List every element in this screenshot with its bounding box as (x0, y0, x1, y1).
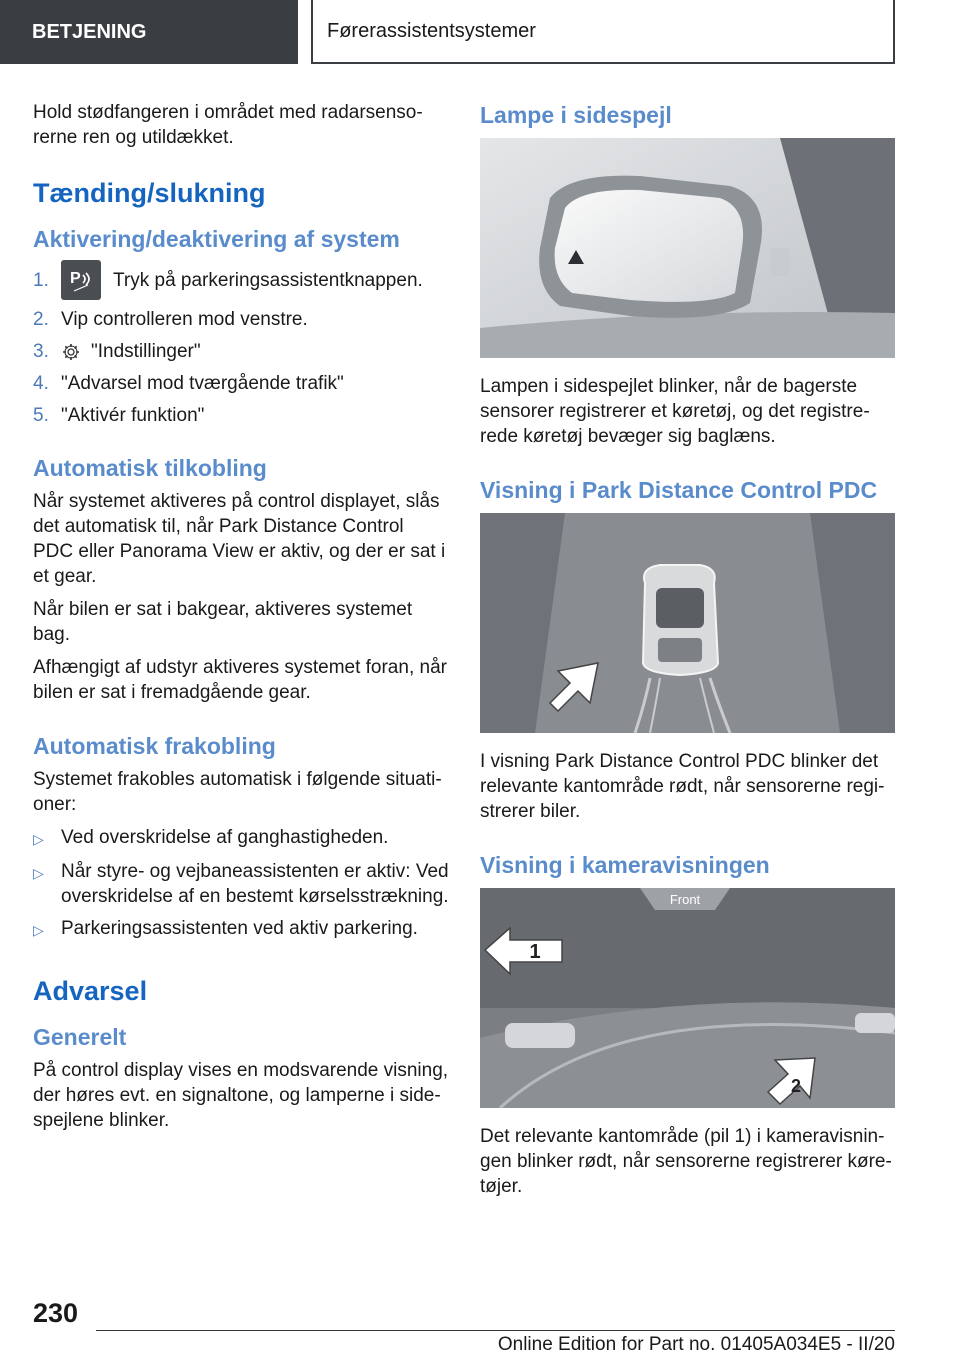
intro-paragraph: Hold stødfangeren i området med radarsensorerne ren og utildækket. (33, 102, 423, 148)
bullet-list (33, 825, 449, 943)
step-item (33, 339, 449, 364)
steps-list (33, 260, 449, 428)
camera-front-label: Front (669, 892, 701, 907)
list-item (33, 859, 449, 909)
triangle-bullet-icon: ▷ (33, 922, 44, 938)
step-text: "Indstillinger" (91, 341, 201, 362)
parking-assistant-button-icon (61, 260, 101, 300)
left-column (33, 100, 449, 1141)
step-text: Tryk på parkeringsassistentknappen. (113, 269, 423, 291)
step-text: "Advarsel mod tværgående trafik" (61, 373, 344, 394)
heading-generelt: Generelt (33, 1024, 127, 1050)
footer-edition: Online Edition for Part no. 01405A034E5 - II/20 (497, 1334, 895, 1355)
footer-divider (96, 1330, 895, 1331)
step-text: "Aktivér funktion" (61, 405, 205, 426)
step-number: 1. (33, 269, 49, 291)
camera-arrow-2-label: 2 (790, 1076, 802, 1096)
step-item (33, 371, 449, 396)
bullet-text: Når styre- og vejbaneassistenten er aktiv: Ved overskridelse af en bestemt kørselsstrækning. (61, 861, 449, 907)
chapter-title: Førerassistentsystemer (327, 19, 536, 42)
lampe-paragraph: Lampen i sidespejlet blinker, når de bagerste sensorer registrerer et køretøj, og det registrerede køretøj bevæger sig baglæns. (480, 376, 870, 447)
mirror-illustration (480, 138, 895, 358)
heading-aktivering: Aktivering/deaktivering af system (33, 226, 400, 252)
heading-pdc: Visning i Park Distance Control PDC (480, 477, 878, 503)
pdc-figure (480, 513, 895, 733)
pdc-paragraph: I visning Park Distance Control PDC blinker det relevante kantområde rødt, når sensorerne registrerer biler. (480, 751, 885, 822)
heading-taending: Tænding/slukning (33, 178, 266, 208)
generelt-paragraph: På control display vises en modsvarende visning, der høres evt. en signaltone, og lamperne i sidespejlene blinker. (33, 1060, 449, 1131)
svg-text:P: P (70, 270, 81, 287)
camera-figure (480, 888, 895, 1108)
section-header (0, 0, 298, 64)
heading-frakobling: Automatisk frakobling (33, 733, 276, 759)
heading-lampe: Lampe i sidespejl (480, 102, 672, 128)
tilkobling-paragraph-3: Afhængigt af udstyr aktiveres systemet foran, når bilen er sat i fremadgående gear. (33, 657, 447, 703)
step-item (33, 307, 449, 332)
step-text: Vip controlleren mod venstre. (61, 309, 308, 330)
heading-advarsel: Advarsel (33, 976, 148, 1006)
chapter-header (311, 0, 895, 64)
bullet-text: Ved overskridelse af ganghastigheden. (61, 827, 389, 848)
step-number: 3. (33, 341, 49, 362)
frakobling-paragraph: Systemet frakobles automatisk i følgende situationer: (33, 769, 442, 815)
heading-kamera: Visning i kameravisningen (480, 852, 770, 878)
list-item (33, 825, 449, 852)
step-number: 2. (33, 309, 49, 330)
camera-arrow-1-label: 1 (529, 941, 541, 963)
page-number: 230 (33, 1298, 79, 1328)
heading-tilkobling: Automatisk tilkobling (33, 455, 267, 481)
triangle-bullet-icon: ▷ (33, 831, 44, 847)
list-item (33, 916, 449, 943)
step-number: 4. (33, 373, 49, 394)
kamera-paragraph: Det relevante kantområde (pil 1) i kameravisningen blinker rødt, når sensorerne registrerer køretøjer. (480, 1126, 892, 1197)
triangle-bullet-icon: ▷ (33, 865, 44, 881)
camera-illustration (480, 888, 895, 1108)
tilkobling-paragraph-2: Når bilen er sat i bakgear, aktiveres systemet bag. (33, 599, 413, 645)
gear-icon (61, 342, 81, 362)
pdc-illustration (480, 513, 895, 733)
step-item (33, 260, 449, 300)
section-title: BETJENING (32, 20, 147, 43)
bullet-text: Parkeringsassistenten ved aktiv parkering. (61, 918, 418, 939)
tilkobling-paragraph-1: Når systemet aktiveres på control displayet, slås det automatisk til, når Park Distance Control PDC eller Panorama View er aktiv, og der er sat i et gear. (33, 491, 446, 587)
step-number: 5. (33, 405, 49, 426)
mirror-lamp-figure (480, 138, 895, 358)
right-column (480, 100, 895, 1207)
step-item (33, 403, 449, 428)
